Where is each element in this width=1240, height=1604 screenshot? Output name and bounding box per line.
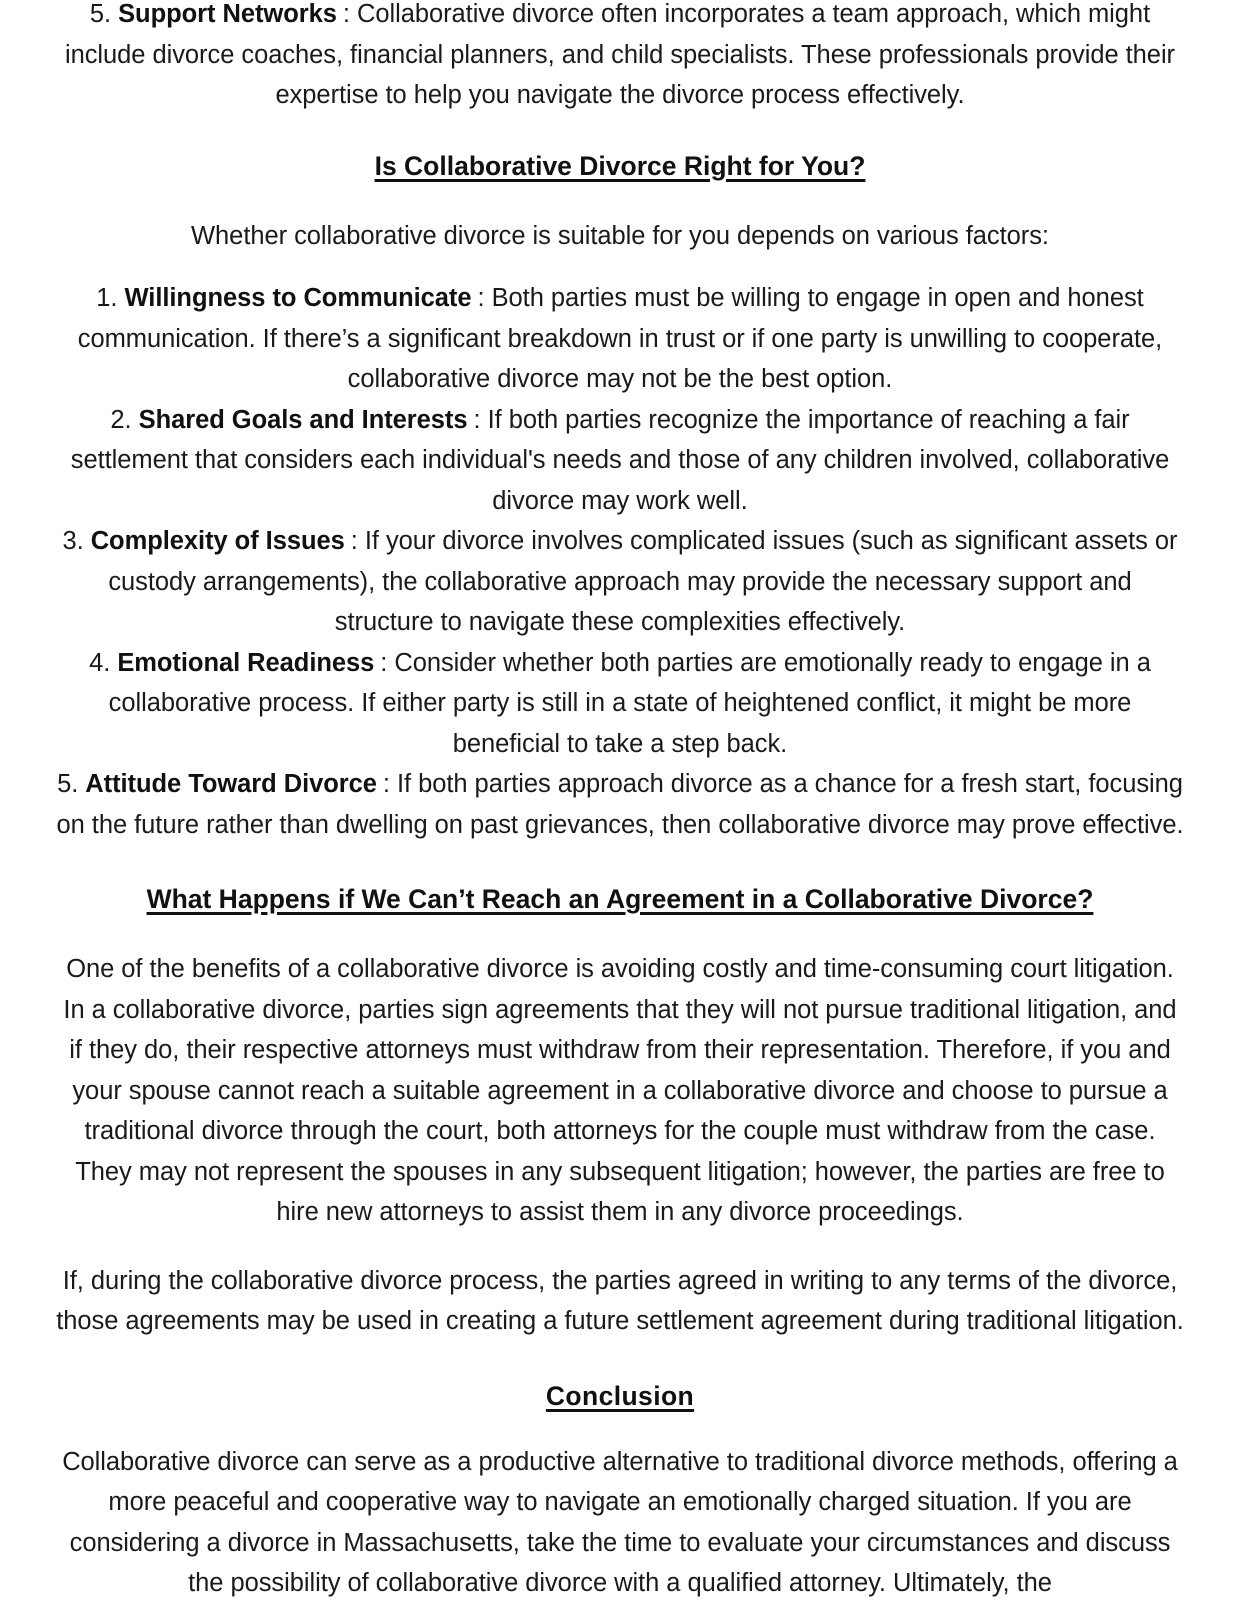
- spacer: [56, 256, 1184, 278]
- list-item-body: : Collaborative divorce often incorporates a team approach, which might include divorce coaches, financial planners, and child specialists. These professionals provide their expertise to help you navigate the divorce process effectively.: [64, 0, 1176, 109]
- list-item: [56, 278, 1184, 400]
- list-item-term: Support Networks: [118, 0, 337, 28]
- spacer: [56, 1342, 1184, 1376]
- list-item: [56, 764, 1184, 845]
- list-item-term: Complexity of Issues: [90, 527, 345, 555]
- paragraph-no-agreement-1: One of the benefits of a collaborative divorce is avoiding costly and time-consuming court litigation. In a collaborative divorce, parties sign agreements that they will not pursue traditional litigation, and if they do, their respective attorneys must withdraw from their representation. Therefore, if you and your spouse cannot reach a suitable agreement in a collaborative divorce and choose to pursue a traditional divorce through the court, both attorneys for the couple must withdraw from the case. They may not represent the spouses in any subsequent litigation; however, the parties are free to hire new attorneys to assist them in any divorce proceedings.: [63, 955, 1177, 1226]
- heading-conclusion: [56, 1376, 1184, 1416]
- factors-list: [56, 278, 1184, 845]
- heading-text: Is Collaborative Divorce Right for You?: [374, 150, 866, 181]
- heading-is-collaborative-divorce-right-for-you: [56, 146, 1184, 186]
- spacer: [56, 186, 1184, 216]
- spacer: [56, 1416, 1184, 1442]
- intro-paragraph-factors: Whether collaborative divorce is suitable for you depends on various factors:: [191, 221, 1049, 250]
- list-item-term: Attitude Toward Divorce: [85, 770, 377, 798]
- spacer: [56, 845, 1184, 879]
- list-item: [56, 521, 1184, 643]
- list-item-body: : If your divorce involves complicated issues (such as significant assets or custody arrangements), the collaborative approach may provide the necessary support and structure to navigate these complexities effectively.: [108, 527, 1178, 636]
- spacer: [56, 919, 1184, 949]
- heading-what-happens-no-agreement: [56, 879, 1184, 919]
- paragraph-no-agreement-2: If, during the collaborative divorce process, the parties agreed in writing to any terms of the divorce, those agreements may be used in creating a future settlement agreement during traditional litigation.: [56, 1266, 1184, 1335]
- support-networks-list: [56, 0, 1184, 116]
- list-item-body: : If both parties recognize the importance of reaching a fair settlement that considers each individual's needs and those of any children involved, collaborative divorce may work well.: [70, 405, 1170, 515]
- list-item: [56, 0, 1184, 116]
- list-item-term: Emotional Readiness: [117, 648, 375, 677]
- spacer: [56, 1233, 1184, 1261]
- list-item: [56, 643, 1184, 765]
- list-item-term: Willingness to Communicate: [124, 284, 472, 312]
- list-item-term: Shared Goals and Interests: [138, 405, 468, 434]
- list-item-body: : If both parties approach divorce as a chance for a fresh start, focusing on the future rather than dwelling on past grievances, then collaborative divorce may prove effective.: [56, 770, 1184, 839]
- list-item-body: : Consider whether both parties are emotionally ready to engage in a collaborative process. If either party is still in a state of heightened conflict, it might be more beneficial to take a step back.: [108, 648, 1151, 758]
- list-item: [56, 400, 1184, 522]
- heading-text: Conclusion: [545, 1380, 695, 1411]
- spacer: [56, 116, 1184, 146]
- paragraph-conclusion-1: Collaborative divorce can serve as a productive alternative to traditional divorce methods, offering a more peaceful and cooperative way to navigate an emotionally charged situation. If you are considering a divorce in Massachusetts, take the time to evaluate your circumstances and discuss the possibility of collaborative divorce with a qualified attorney. Ultimately, the: [62, 1447, 1178, 1597]
- heading-text: What Happens if We Can’t Reach an Agreement in a Collaborative Divorce?: [146, 884, 1094, 914]
- list-item-body: : Both parties must be willing to engage in open and honest communication. If there’s a significant breakdown in trust or if one party is unwilling to cooperate, collaborative divorce may not be the best option.: [77, 284, 1163, 393]
